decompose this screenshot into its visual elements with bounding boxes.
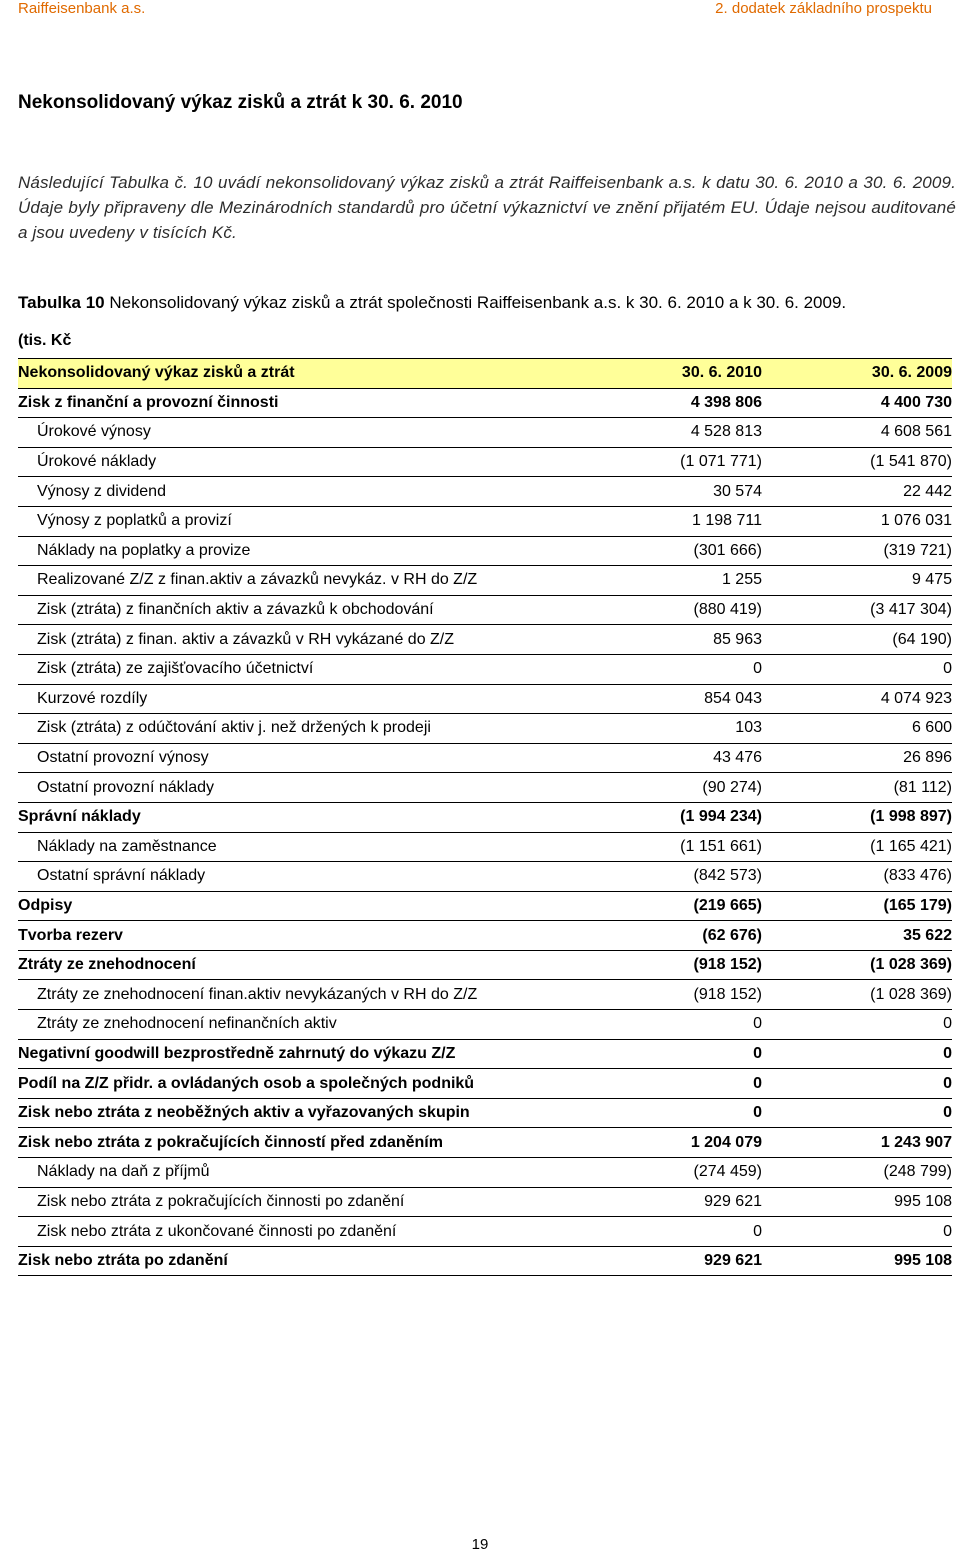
row-label: Správní náklady (18, 802, 624, 832)
table-row (18, 536, 952, 566)
value-2010: 4 528 813 (624, 418, 762, 448)
value-2010: 103 (624, 714, 762, 744)
row-label: Ostatní správní náklady (18, 862, 624, 892)
value-2010: 1 198 711 (624, 506, 762, 536)
row-label: Zisk nebo ztráta z neoběžných aktiv a vyřazovaných skupin (18, 1098, 624, 1128)
value-2010: 43 476 (624, 743, 762, 773)
value-2009: (833 476) (762, 862, 952, 892)
row-label: Zisk nebo ztráta z pokračujících činností před zdaněním (18, 1128, 624, 1158)
value-2009: 0 (762, 1098, 952, 1128)
value-2010: 85 963 (624, 625, 762, 655)
row-label: Ostatní provozní náklady (18, 773, 624, 803)
value-2010: (1 994 234) (624, 802, 762, 832)
table-row (18, 802, 952, 832)
table-row (18, 1039, 952, 1069)
table-row (18, 862, 952, 892)
value-2010: 929 621 (624, 1187, 762, 1217)
row-label: Zisk (ztráta) z finančních aktiv a závazků k obchodování (18, 595, 624, 625)
value-2010: (274 459) (624, 1158, 762, 1188)
table-row (18, 832, 952, 862)
value-2009: 35 622 (762, 921, 952, 951)
row-label: Náklady na zaměstnance (18, 832, 624, 862)
row-label: Výnosy z dividend (18, 477, 624, 507)
value-2010: (62 676) (624, 921, 762, 951)
table-row (18, 743, 952, 773)
value-2009: (1 541 870) (762, 447, 952, 477)
value-2009: (319 721) (762, 536, 952, 566)
row-label: Ztráty ze znehodnocení (18, 950, 624, 980)
value-2009: 9 475 (762, 566, 952, 596)
table-row (18, 506, 952, 536)
header-document: 2. dodatek základního prospektu (715, 0, 932, 17)
value-2010: (880 419) (624, 595, 762, 625)
value-2010: (1 071 771) (624, 447, 762, 477)
header-company: Raiffeisenbank a.s. (18, 0, 146, 17)
value-2010: (219 665) (624, 891, 762, 921)
value-2009: (81 112) (762, 773, 952, 803)
value-2009: (248 799) (762, 1158, 952, 1188)
value-2009: 0 (762, 1217, 952, 1247)
table-row (18, 595, 952, 625)
row-label: Podíl na Z/Z přidr. a ovládaných osob a společných podniků (18, 1069, 624, 1099)
value-2010: 854 043 (624, 684, 762, 714)
table-row (18, 1098, 952, 1128)
row-label: Výnosy z poplatků a provizí (18, 506, 624, 536)
row-label: Ztráty ze znehodnocení finan.aktiv nevykázaných v RH do Z/Z (18, 980, 624, 1010)
row-label: Zisk nebo ztráta z ukončované činnosti po zdanění (18, 1217, 624, 1247)
row-label: Zisk (ztráta) ze zajišťovacího účetnictví (18, 654, 624, 684)
value-2009: (1 028 369) (762, 980, 952, 1010)
row-label: Ztráty ze znehodnocení nefinančních aktiv (18, 1010, 624, 1040)
value-2009: 26 896 (762, 743, 952, 773)
value-2010: 0 (624, 1217, 762, 1247)
value-2009: (64 190) (762, 625, 952, 655)
table-row (18, 654, 952, 684)
table-body (18, 359, 952, 1276)
value-2010: 0 (624, 1010, 762, 1040)
value-2009: (1 165 421) (762, 832, 952, 862)
table-row (18, 447, 952, 477)
value-2009: 0 (762, 654, 952, 684)
income-statement-table (18, 358, 952, 1276)
table-row (18, 714, 952, 744)
value-2009: 6 600 (762, 714, 952, 744)
value-2009: 4 400 730 (762, 388, 952, 418)
value-2009: (165 179) (762, 891, 952, 921)
value-2010: 0 (624, 1069, 762, 1099)
page-number: 19 (471, 1536, 489, 1553)
row-label: Zisk z finanční a provozní činnosti (18, 388, 624, 418)
value-2009: 1 243 907 (762, 1128, 952, 1158)
value-2009: 22 442 (762, 477, 952, 507)
row-label: Náklady na poplatky a provize (18, 536, 624, 566)
table-row (18, 1187, 952, 1217)
value-2009: (1 028 369) (762, 950, 952, 980)
value-2010: 0 (624, 1039, 762, 1069)
value-2009: 995 108 (762, 1187, 952, 1217)
table-row (18, 1128, 952, 1158)
row-label: Realizované Z/Z z finan.aktiv a závazků nevykáz. v RH do Z/Z (18, 566, 624, 596)
row-label: Negativní goodwill bezprostředně zahrnutý do výkazu Z/Z (18, 1039, 624, 1069)
value-2009: 0 (762, 1010, 952, 1040)
table-row (18, 1158, 952, 1188)
row-label: Tvorba rezerv (18, 921, 624, 951)
table-caption (18, 293, 846, 313)
table-row (18, 684, 952, 714)
table-row (18, 950, 952, 980)
row-label: Kurzové rozdíly (18, 684, 624, 714)
header-cell-item: Nekonsolidovaný výkaz zisků a ztrát (18, 359, 624, 389)
value-2010: (90 274) (624, 773, 762, 803)
table-row (18, 477, 952, 507)
table-row (18, 566, 952, 596)
value-2009: 1 076 031 (762, 506, 952, 536)
value-2010: 1 255 (624, 566, 762, 596)
value-2010: 0 (624, 1098, 762, 1128)
table-row (18, 388, 952, 418)
value-2010: 4 398 806 (624, 388, 762, 418)
value-2010: 0 (624, 654, 762, 684)
page-title: Nekonsolidovaný výkaz zisků a ztrát k 30. 6. 2010 (18, 92, 463, 113)
row-label: Úrokové výnosy (18, 418, 624, 448)
intro-paragraph: Následující Tabulka č. 10 uvádí nekonsolidovaný výkaz zisků a ztrát Raiffeisenbank a.s. k datu 30. 6. 2010 a 30. 6. 2009. Údaje byly připraveny dle Mezinárodních standardů pro účetní výkaznictví ve znění přijatém EU. Údaje nejsou auditované a jsou uvedeny v tisících Kč. (18, 173, 956, 242)
row-label: Odpisy (18, 891, 624, 921)
value-2009: (3 417 304) (762, 595, 952, 625)
header-cell-2010: 30. 6. 2010 (624, 359, 762, 389)
value-2010: (301 666) (624, 536, 762, 566)
table-row (18, 625, 952, 655)
row-label: Ostatní provozní výnosy (18, 743, 624, 773)
row-label: Zisk nebo ztráta po zdanění (18, 1246, 624, 1276)
value-2010: (1 151 661) (624, 832, 762, 862)
table-header-row (18, 359, 952, 389)
table-row (18, 1217, 952, 1247)
value-2009: 4 608 561 (762, 418, 952, 448)
row-label: Úrokové náklady (18, 447, 624, 477)
value-2009: 4 074 923 (762, 684, 952, 714)
value-2009: (1 998 897) (762, 802, 952, 832)
row-label: Zisk (ztráta) z finan. aktiv a závazků v RH vykázané do Z/Z (18, 625, 624, 655)
table-row (18, 921, 952, 951)
table-caption-text: Nekonsolidovaný výkaz zisků a ztrát společnosti Raiffeisenbank a.s. k 30. 6. 2010 a k 30. 6. 2009. (109, 293, 847, 312)
value-2010: (918 152) (624, 980, 762, 1010)
value-2010: (918 152) (624, 950, 762, 980)
value-2010: (842 573) (624, 862, 762, 892)
unit-note: (tis. Kč (18, 332, 72, 349)
value-2010: 929 621 (624, 1246, 762, 1276)
page-header (0, 0, 960, 20)
row-label: Náklady na daň z příjmů (18, 1158, 624, 1188)
value-2009: 0 (762, 1039, 952, 1069)
value-2010: 30 574 (624, 477, 762, 507)
table-row (18, 418, 952, 448)
value-2009: 0 (762, 1069, 952, 1099)
row-label: Zisk nebo ztráta z pokračujících činnosti po zdanění (18, 1187, 624, 1217)
table-row (18, 891, 952, 921)
row-label: Zisk (ztráta) z odúčtování aktiv j. než držených k prodeji (18, 714, 624, 744)
table-row (18, 980, 952, 1010)
table-row (18, 773, 952, 803)
table-caption-label: Tabulka 10 (18, 293, 105, 312)
header-cell-2009: 30. 6. 2009 (762, 359, 952, 389)
table-row (18, 1010, 952, 1040)
value-2009: 995 108 (762, 1246, 952, 1276)
table-row (18, 1246, 952, 1276)
table-row (18, 1069, 952, 1099)
value-2010: 1 204 079 (624, 1128, 762, 1158)
